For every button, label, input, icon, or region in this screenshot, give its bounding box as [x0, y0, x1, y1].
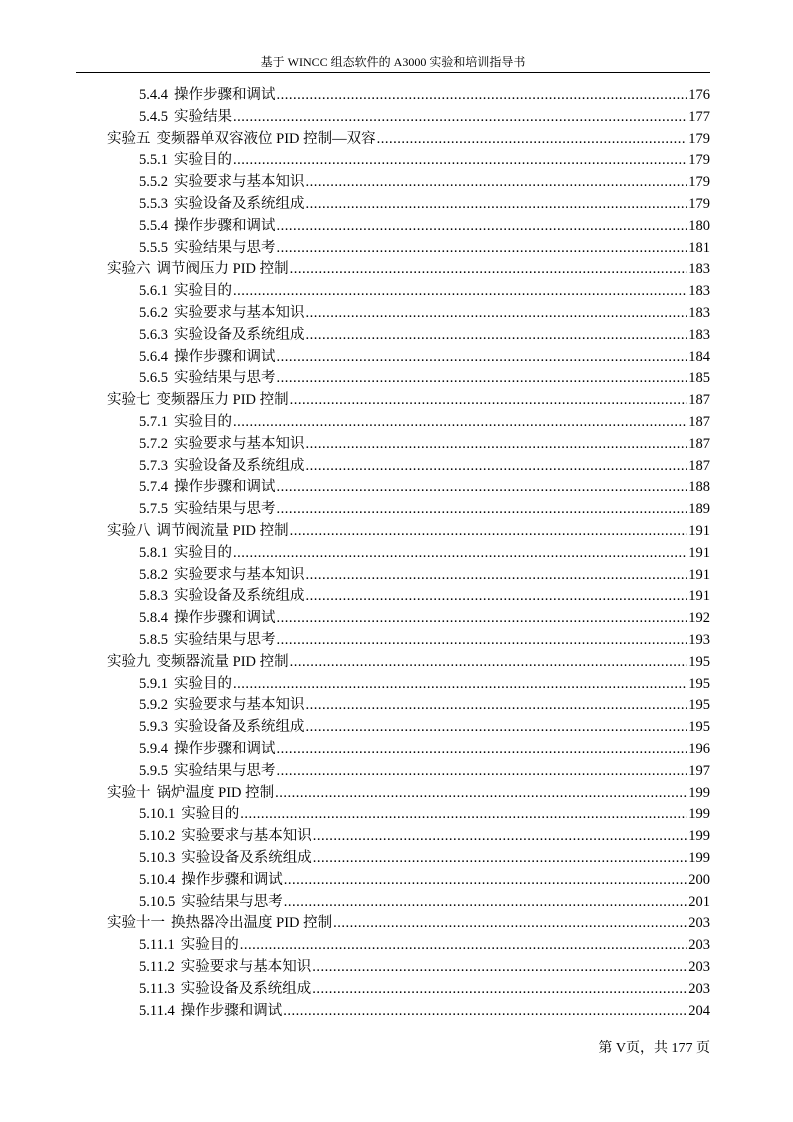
header-rule [76, 72, 710, 73]
toc-entry-title: 换热器冷出温度 PID 控制 [171, 915, 333, 932]
toc-entry-title: 实验目的 [174, 283, 232, 300]
toc-entry-title: 锅炉温度 PID 控制 [156, 784, 275, 801]
toc-section-row[interactable] [139, 237, 710, 259]
toc-section-row[interactable] [139, 324, 710, 346]
toc-entry-number: 5.5.1 [139, 152, 168, 169]
toc-entry-title: 实验设备及系统组成 [174, 588, 305, 605]
toc-dot-leader [306, 585, 688, 607]
toc-entry-title: 调节阀流量 PID 控制 [156, 523, 289, 539]
toc-page-number: 201 [688, 893, 710, 910]
toc-page-number: 192 [688, 610, 710, 627]
toc-page-number: 187 [688, 392, 710, 409]
toc-section-row[interactable] [139, 847, 710, 869]
toc-entry-number: 5.5.3 [139, 196, 168, 212]
toc-page-number: 183 [688, 305, 710, 321]
toc-entry-title: 实验结果与思考 [174, 370, 276, 387]
toc-dot-leader [313, 847, 688, 869]
toc-page-number: 203 [688, 937, 710, 954]
toc-section-row[interactable] [139, 106, 710, 128]
toc-dot-leader [233, 280, 687, 302]
toc-entry-number: 5.5.5 [139, 239, 168, 256]
toc-entry-number: 实验十一 [107, 915, 165, 932]
toc-dot-leader [306, 433, 688, 455]
toc-dot-leader [306, 716, 688, 738]
toc-page-number: 179 [688, 174, 710, 191]
toc-dot-leader [306, 193, 688, 215]
toc-entry-number: 5.10.5 [139, 893, 176, 910]
toc-dot-leader [377, 128, 688, 150]
toc-dot-leader [312, 978, 687, 1000]
toc-entry-number: 5.5.2 [139, 174, 168, 191]
toc-page-number: 191 [688, 588, 710, 605]
toc-section-row[interactable] [139, 433, 710, 455]
toc-entry-number: 实验六 [107, 261, 151, 278]
toc-entry-number: 5.5.4 [139, 217, 168, 234]
toc-dot-leader [290, 520, 688, 542]
page-header: 基于 WINCC 组态软件的 A3000 实验和培训指导书 [260, 55, 526, 69]
toc-entry-title: 实验设备及系统组成 [174, 457, 305, 474]
toc-entry-number: 实验五 [107, 130, 151, 147]
toc-section-row[interactable] [139, 367, 710, 389]
toc-dot-leader [306, 455, 688, 477]
toc-section-row[interactable] [139, 956, 710, 978]
toc-dot-leader [312, 956, 687, 978]
toc-page-number: 183 [688, 283, 710, 300]
toc-page-number: 203 [688, 980, 710, 997]
toc-entry-title: 实验结果与思考 [181, 893, 283, 910]
toc-page-number: 191 [688, 566, 710, 583]
toc-section-row[interactable] [139, 193, 710, 215]
toc-section-row[interactable] [139, 171, 710, 193]
toc-entry-number: 5.10.4 [139, 871, 176, 888]
toc-dot-leader [277, 607, 688, 629]
toc-section-row[interactable] [139, 215, 710, 237]
toc-entry-number: 5.4.4 [139, 87, 168, 103]
toc-entry-number: 5.8.4 [139, 610, 168, 627]
toc-section-row[interactable] [139, 346, 710, 368]
toc-entry-title: 实验要求与基本知识 [174, 697, 305, 714]
toc-page-number: 183 [688, 326, 710, 343]
toc-chapter-row[interactable] [107, 128, 710, 150]
toc-page-number: 203 [688, 959, 710, 975]
toc-entry-number: 5.7.2 [139, 435, 168, 452]
toc-dot-leader [290, 258, 688, 280]
toc-section-row[interactable] [139, 84, 710, 106]
toc-entry-title: 调节阀压力 PID 控制 [156, 261, 289, 278]
toc-page-number: 199 [688, 784, 710, 801]
toc-page-number: 187 [688, 414, 710, 430]
toc-dot-leader [283, 1000, 687, 1022]
toc-entry-number: 5.8.5 [139, 632, 168, 648]
toc-entry-title: 实验要求与基本知识 [174, 435, 305, 452]
toc-entry-number: 实验八 [107, 523, 151, 539]
toc-dot-leader [306, 324, 688, 346]
toc-page-number: 196 [688, 741, 710, 757]
toc-section-row[interactable] [139, 978, 710, 1000]
toc-section-row[interactable] [139, 673, 710, 695]
toc-dot-leader [233, 411, 687, 433]
toc-entry-number: 5.9.4 [139, 741, 168, 757]
toc-page-number: 187 [688, 435, 710, 452]
toc-entry-title: 实验目的 [174, 414, 232, 430]
toc-entry-number: 5.9.1 [139, 675, 168, 692]
toc-dot-leader [306, 694, 688, 716]
toc-page-number: 179 [688, 196, 710, 212]
toc-entry-title: 变频器单双容液位 PID 控制—双容 [156, 130, 376, 147]
toc-section-row[interactable] [139, 869, 710, 891]
toc-dot-leader [240, 934, 688, 956]
toc-dot-leader [290, 389, 688, 411]
toc-page-number: 195 [688, 697, 710, 714]
toc-section-row[interactable] [139, 411, 710, 433]
toc-section-row[interactable] [139, 280, 710, 302]
toc-page-number: 191 [688, 523, 710, 539]
toc-page-number: 195 [688, 653, 710, 670]
toc-entry-title: 实验目的 [180, 937, 239, 954]
toc-entry-number: 5.11.2 [139, 959, 175, 975]
toc-entry-number: 5.10.1 [139, 806, 176, 823]
toc-dot-leader [275, 782, 687, 804]
toc-entry-title: 实验目的 [174, 152, 232, 169]
toc-entry-number: 5.11.4 [139, 1002, 175, 1019]
toc-page-number: 181 [688, 239, 710, 256]
toc-page-number: 199 [688, 806, 710, 823]
toc-entry-title: 实验要求与基本知识 [174, 174, 305, 191]
toc-dot-leader [277, 629, 688, 651]
toc-entry-title: 实验设备及系统组成 [181, 850, 312, 866]
toc-page-number: 176 [688, 87, 710, 103]
toc-entry-number: 5.7.1 [139, 414, 168, 430]
toc-section-row[interactable] [139, 825, 710, 847]
toc-chapter-row[interactable] [107, 651, 710, 673]
toc-dot-leader [277, 476, 688, 498]
toc-page-number: 179 [688, 152, 710, 169]
toc-section-row[interactable] [139, 760, 710, 782]
toc-dot-leader [233, 106, 687, 128]
toc-entry-number: 5.7.4 [139, 479, 168, 496]
toc-entry-title: 实验要求与基本知识 [181, 828, 312, 845]
toc-dot-leader [233, 542, 687, 564]
toc-dot-leader [240, 803, 687, 825]
toc-dot-leader [333, 912, 687, 934]
toc-entry-title: 实验目的 [181, 806, 240, 823]
toc-entry-number: 5.6.5 [139, 370, 168, 387]
toc-entry-number: 实验九 [107, 653, 151, 670]
toc-entry-title: 实验设备及系统组成 [174, 196, 305, 212]
toc-page-number: 179 [688, 130, 710, 147]
toc-page-number: 199 [688, 850, 710, 866]
toc-page-number: 193 [688, 632, 710, 648]
toc-page-number: 183 [688, 261, 710, 278]
toc-entry-title: 操作步骤和调试 [174, 610, 276, 627]
toc-entry-title: 实验目的 [174, 675, 232, 692]
toc-entry-number: 5.6.3 [139, 326, 168, 343]
toc-dot-leader [233, 673, 687, 695]
toc-entry-title: 变频器压力 PID 控制 [156, 392, 289, 409]
toc-page-number: 195 [688, 675, 710, 692]
toc-page-number: 187 [688, 457, 710, 474]
toc-dot-leader [313, 825, 688, 847]
toc-entry-title: 实验设备及系统组成 [180, 980, 312, 997]
toc-entry-title: 操作步骤和调试 [181, 871, 283, 888]
toc-section-row[interactable] [139, 149, 710, 171]
toc-entry-number: 5.7.3 [139, 457, 168, 474]
toc-section-row[interactable] [139, 629, 710, 651]
toc-page-number: 188 [688, 479, 710, 496]
toc-page-number: 197 [688, 762, 710, 779]
toc-entry-title: 实验要求与基本知识 [174, 566, 305, 583]
toc-chapter-row[interactable] [107, 782, 710, 804]
toc-entry-title: 实验结果与思考 [174, 239, 276, 256]
toc-section-row[interactable] [139, 455, 710, 477]
toc-section-row[interactable] [139, 1000, 710, 1022]
toc-page-number: 195 [688, 719, 710, 736]
toc-entry-title: 操作步骤和调试 [180, 1002, 283, 1019]
toc-entry-title: 实验要求与基本知识 [180, 959, 312, 975]
toc-page-number: 191 [688, 544, 710, 561]
toc-entry-title: 操作步骤和调试 [174, 348, 276, 365]
toc-entry-number: 5.11.3 [139, 980, 175, 997]
toc-section-row[interactable] [139, 498, 710, 520]
toc-page-number: 184 [688, 348, 710, 365]
toc-page-number: 200 [688, 871, 710, 888]
toc-page-number: 203 [688, 915, 710, 932]
toc-entry-number: 实验十 [107, 784, 151, 801]
toc-chapter-row[interactable] [107, 912, 710, 934]
toc-entry-title: 实验要求与基本知识 [174, 305, 305, 321]
toc-section-row[interactable] [139, 542, 710, 564]
toc-section-row[interactable] [139, 738, 710, 760]
toc-section-row[interactable] [139, 607, 710, 629]
toc-chapter-row[interactable] [107, 258, 710, 280]
toc-entry-number: 5.9.2 [139, 697, 168, 714]
toc-entry-number: 5.6.4 [139, 348, 168, 365]
toc-page-number: 180 [688, 217, 710, 234]
toc-page-number: 189 [688, 501, 710, 518]
toc-dot-leader [277, 346, 688, 368]
toc-entry-number: 5.8.2 [139, 566, 168, 583]
toc-dot-leader [277, 84, 688, 106]
toc-dot-leader [233, 149, 687, 171]
toc-section-row[interactable] [139, 302, 710, 324]
toc-page-number: 199 [688, 828, 710, 845]
toc-dot-leader [277, 367, 688, 389]
toc-dot-leader [277, 237, 688, 259]
toc-page-number: 204 [688, 1002, 710, 1019]
toc-section-row[interactable] [139, 803, 710, 825]
toc-entry-title: 实验结果与思考 [174, 762, 276, 779]
page-footer: 第 V页，共 177 页 [598, 1041, 710, 1056]
toc-dot-leader [306, 171, 688, 193]
toc-dot-leader [306, 564, 688, 586]
toc-section-row[interactable] [139, 476, 710, 498]
toc-dot-leader [284, 869, 688, 891]
toc-chapter-row[interactable] [107, 520, 710, 542]
toc-entry-title: 实验结果 [174, 108, 232, 125]
toc-page-number: 177 [688, 108, 710, 125]
toc-dot-leader [277, 498, 688, 520]
toc-entry-title: 实验设备及系统组成 [174, 719, 305, 736]
toc-dot-leader [290, 651, 688, 673]
toc-entry-title: 实验目的 [174, 544, 232, 561]
toc-entry-title: 变频器流量 PID 控制 [156, 653, 289, 670]
toc-section-row[interactable] [139, 891, 710, 913]
toc-entry-title: 操作步骤和调试 [174, 217, 276, 234]
toc-entry-number: 5.9.5 [139, 762, 168, 779]
toc-dot-leader [277, 738, 688, 760]
toc-entry-number: 5.4.5 [139, 108, 168, 125]
toc-entry-number: 5.7.5 [139, 501, 168, 518]
toc-section-row[interactable] [139, 585, 710, 607]
toc-entry-number: 5.10.2 [139, 828, 176, 845]
toc-dot-leader [306, 302, 688, 324]
toc-dot-leader [277, 760, 688, 782]
toc-entry-number: 5.8.3 [139, 588, 168, 605]
toc-dot-leader [277, 215, 688, 237]
toc-entry-title: 实验结果与思考 [174, 501, 276, 518]
toc-chapter-row[interactable] [107, 389, 710, 411]
toc-entry-title: 实验结果与思考 [174, 632, 276, 648]
toc-section-row[interactable] [139, 934, 710, 956]
toc-section-row[interactable] [139, 716, 710, 738]
toc-section-row[interactable] [139, 564, 710, 586]
toc-section-row[interactable] [139, 694, 710, 716]
toc-entry-number: 5.11.1 [139, 937, 175, 954]
toc-dot-leader [284, 891, 688, 913]
toc-entry-number: 5.9.3 [139, 719, 168, 736]
toc-entry-number: 实验七 [107, 392, 151, 409]
toc-entry-number: 5.8.1 [139, 544, 168, 561]
toc-entry-title: 操作步骤和调试 [174, 741, 276, 757]
toc-entry-number: 5.10.3 [139, 850, 176, 866]
toc-entry-number: 5.6.1 [139, 283, 168, 300]
toc-entry-number: 5.6.2 [139, 305, 168, 321]
toc-page-number: 185 [688, 370, 710, 387]
toc-entry-title: 实验设备及系统组成 [174, 326, 305, 343]
toc-entry-title: 操作步骤和调试 [174, 479, 276, 496]
toc-entry-title: 操作步骤和调试 [174, 87, 276, 103]
